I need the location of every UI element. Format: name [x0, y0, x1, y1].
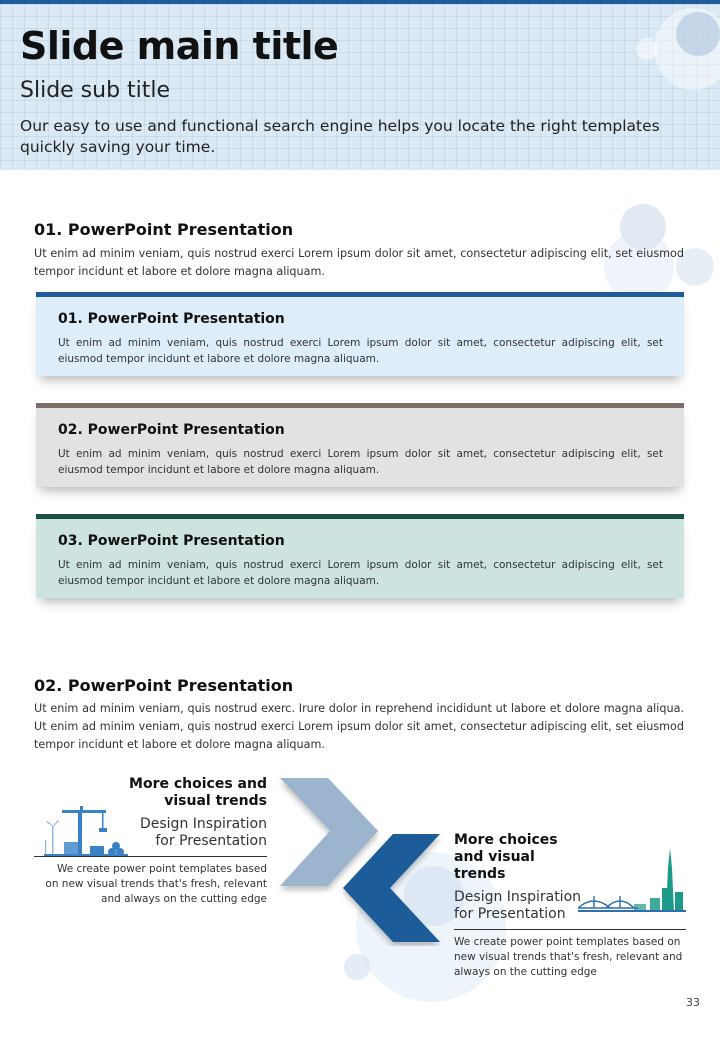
chevron-arrows-graphic [278, 776, 444, 946]
info-heading: More choices and visual trends [129, 776, 267, 809]
info-heading: More choices and visual trends [454, 832, 558, 882]
card-2 [36, 403, 684, 487]
decorative-bubble [676, 12, 720, 56]
info-text: We create power point templates based on new visual trends that's fresh, relevant and always on the cutting edge [454, 936, 683, 978]
card-1 [36, 292, 684, 376]
page-number: 33 [686, 996, 700, 1009]
construction-crane-icon [44, 806, 128, 858]
info-subheading: Design Inspiration for Presentation [139, 816, 267, 849]
section-1-title: 01. PowerPoint Presentation [34, 220, 294, 239]
card-3 [36, 514, 684, 598]
card-text: Ut enim ad minim veniam, quis nostrud exerci Lorem ipsum dolor sit amet, consectetur adipiscing elit, set eiusmod tempor incidunt et labore et dolore magna aliquam. [58, 337, 663, 365]
card-text: Ut enim ad minim veniam, quis nostrud exerci Lorem ipsum dolor sit amet, consectetur adipiscing elit, set eiusmod tempor incidunt et labore et dolore magna aliquam. [58, 559, 663, 587]
city-skyline-icon [578, 848, 686, 914]
decorative-bubble [344, 954, 370, 980]
divider [454, 929, 686, 930]
header-band [0, 0, 720, 170]
page-subtitle: Slide sub title [20, 78, 171, 103]
info-text: We create power point templates based on new visual trends that's fresh, relevant and always on the cutting edge [45, 863, 267, 905]
card-title: 03. PowerPoint Presentation [58, 533, 285, 549]
decorative-bubble [636, 38, 658, 60]
header-description: Our easy to use and functional search engine helps you locate the right templates quickly saving your time. [20, 117, 660, 156]
section-1-text: Ut enim ad minim veniam, quis nostrud exerci Lorem ipsum dolor sit amet, consectetur adipiscing elit, set eiusmod tempor incidunt et labore et dolore magna aliquam. [34, 247, 684, 278]
section-2-title: 02. PowerPoint Presentation [34, 676, 294, 695]
page-title: Slide main title [20, 24, 339, 68]
section-2-text: Ut enim ad minim veniam, quis nostrud exerc. Irure dolor in reprehend incididunt ut labore et dolore magna aliqua. Ut enim ad minim veniam, quis nostrud exerci Lorem ipsum dolor sit amet, consectetur adipiscing elit, set eiusmod tempor incidunt et labore et dolore magna aliquam. [34, 702, 684, 751]
card-text: Ut enim ad minim veniam, quis nostrud exerci Lorem ipsum dolor sit amet, consectetur adipiscing elit, set eiusmod tempor incidunt et labore et dolore magna aliquam. [58, 448, 663, 476]
info-subheading: Design Inspiration for Presentation [454, 889, 582, 922]
card-title: 01. PowerPoint Presentation [58, 311, 285, 327]
card-title: 02. PowerPoint Presentation [58, 422, 285, 438]
